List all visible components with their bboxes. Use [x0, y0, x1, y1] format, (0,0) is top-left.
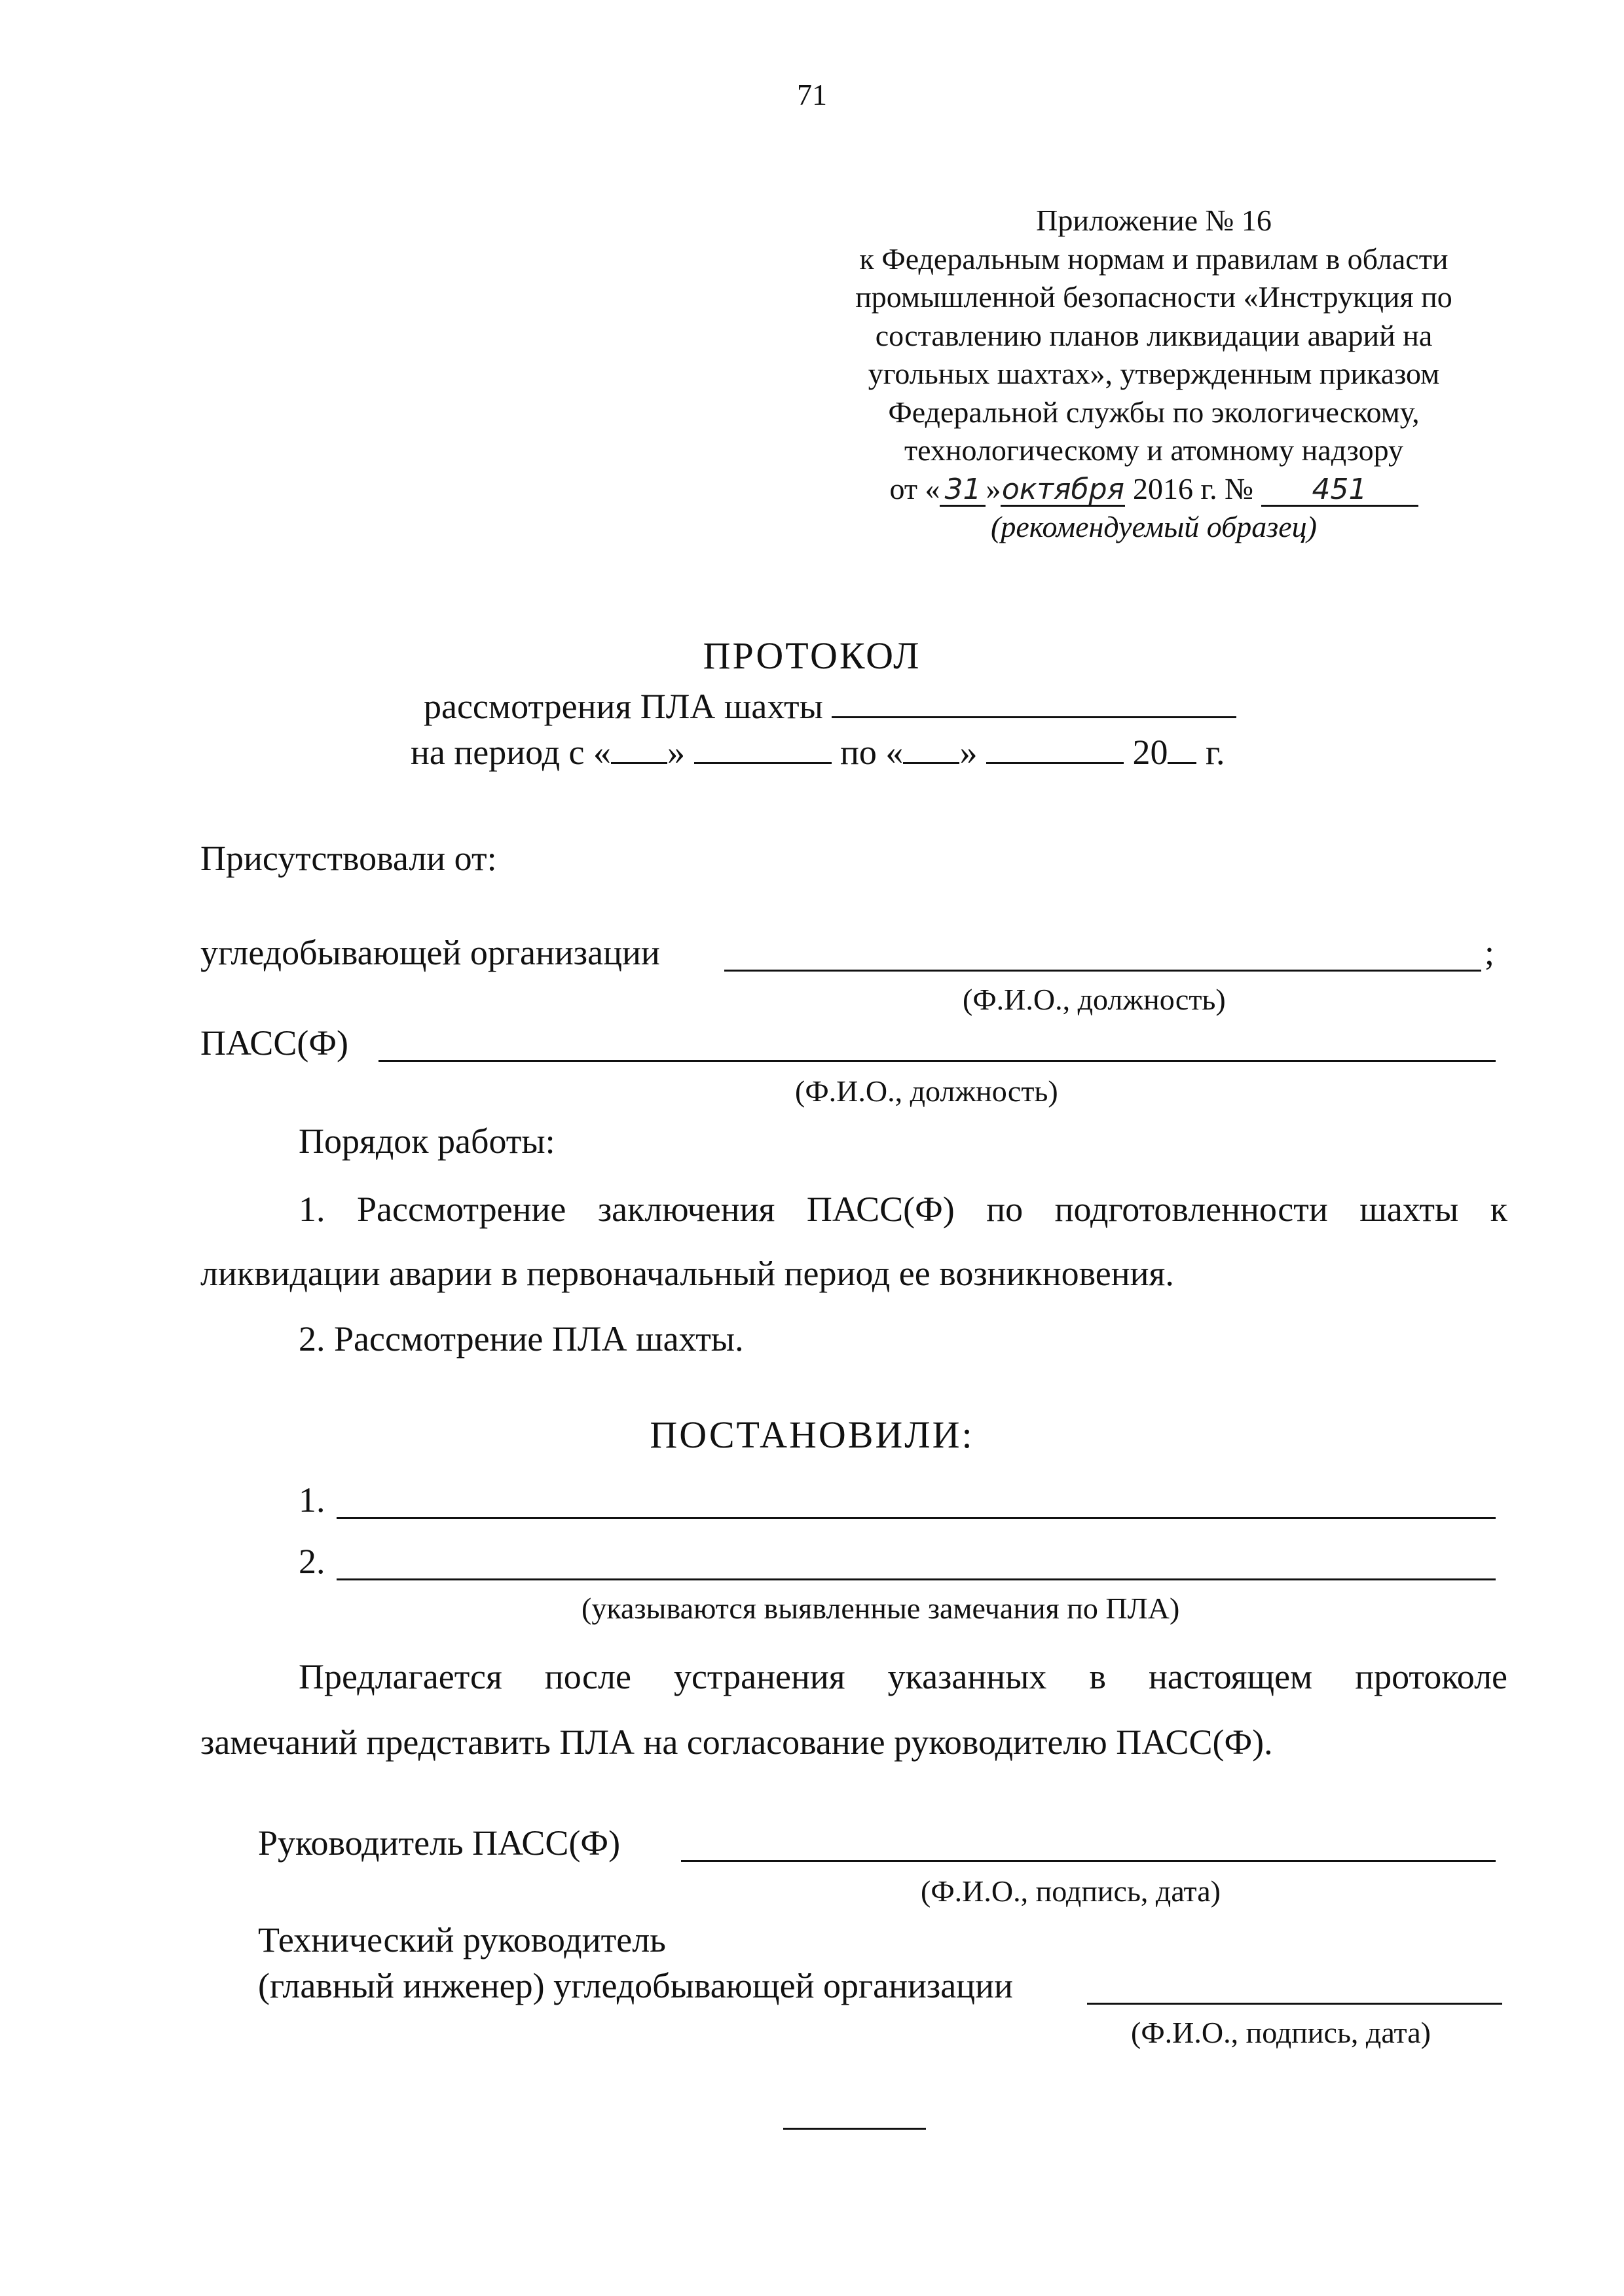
resolved-item-2: 2. — [299, 1542, 325, 1581]
period-from-day-blank — [611, 740, 667, 764]
pass-line — [378, 1060, 1496, 1062]
proposal-line-1: Предлагается после устранения указанных в настоящем протоколе — [299, 1657, 1507, 1696]
period-quote: » — [959, 733, 978, 772]
org-semicolon: ; — [1485, 933, 1495, 972]
protocol-title: ПРОТОКОЛ — [703, 634, 921, 677]
period-to-day-blank — [903, 740, 959, 764]
page-number: 71 — [797, 78, 827, 111]
appendix-block — [812, 202, 1496, 547]
order-date-line — [812, 470, 1496, 509]
pass-caption: (Ф.И.О., должность) — [795, 1074, 1058, 1108]
protocol-subtitle — [424, 686, 1236, 727]
period-to-month-blank — [986, 740, 1124, 764]
protocol-period — [411, 732, 1225, 773]
subtitle-text: рассмотрения ПЛА шахты — [424, 687, 823, 726]
recommended-sample-note: (рекомендуемый образец) — [991, 510, 1317, 543]
org-label: угледобывающей организации — [200, 933, 660, 972]
pass-label: ПАСС(Ф) — [200, 1023, 348, 1063]
date-quote: » — [986, 471, 1001, 505]
mine-name-blank — [832, 694, 1236, 718]
appendix-line: промышленной безопасности «Инструкция по — [855, 280, 1452, 314]
work-order-heading: Порядок работы: — [299, 1121, 555, 1161]
head-label: Руководитель ПАСС(Ф) — [258, 1823, 621, 1863]
date-prefix: от « — [889, 471, 940, 505]
date-year: 2016 г. № — [1132, 471, 1254, 505]
appendix-line: Федеральной службы по экологическому, — [888, 395, 1420, 429]
tech-caption: (Ф.И.О., подпись, дата) — [1131, 2016, 1431, 2049]
appendix-line: технологическому и атомному надзору — [904, 433, 1403, 467]
period-to-label: по « — [840, 733, 904, 772]
handwritten-order-number: 451 — [1261, 475, 1418, 507]
resolved-item-1: 1. — [299, 1480, 325, 1520]
appendix-line: Приложение № 16 — [1036, 204, 1272, 237]
org-caption: (Ф.И.О., должность) — [963, 983, 1226, 1016]
present-heading: Присутствовали от: — [200, 839, 497, 878]
period-from-month-blank — [694, 740, 832, 764]
work-item-1-line-1: 1. Рассмотрение заключения ПАСС(Ф) по подготовленности шахты к — [299, 1190, 1507, 1229]
resolved-heading: ПОСТАНОВИЛИ: — [650, 1413, 974, 1456]
head-caption: (Ф.И.О., подпись, дата) — [921, 1874, 1221, 1908]
resolved-caption: (указываются выявленные замечания по ПЛА) — [581, 1592, 1180, 1625]
work-item-2: 2. Рассмотрение ПЛА шахты. — [299, 1319, 744, 1358]
period-year-blank — [1168, 740, 1196, 764]
resolved-line-1 — [337, 1517, 1496, 1519]
resolved-line-2 — [337, 1578, 1496, 1580]
work-item-1-line-2: ликвидации аварии в первоначальный период ее возникновения. — [200, 1254, 1174, 1293]
tech-signature-line — [1087, 2003, 1502, 2005]
tech-label-line-1: Технический руководитель — [258, 1920, 666, 1959]
appendix-line: к Федеральным нормам и правилам в области — [859, 242, 1449, 276]
proposal-line-2: замечаний представить ПЛА на согласование руководителю ПАСС(Ф). — [200, 1722, 1273, 1762]
period-from-label: на период с « — [411, 733, 612, 772]
appendix-line: составлению планов ликвидации аварий на — [875, 318, 1433, 352]
period-year: 20 — [1132, 733, 1168, 772]
appendix-line: угольных шахтах», утвержденным приказом — [868, 357, 1440, 390]
head-signature-line — [681, 1860, 1496, 1862]
handwritten-month: октября — [1001, 472, 1125, 506]
org-line — [724, 970, 1481, 972]
tech-label-line-2: (главный инженер) угледобывающей организации — [258, 1966, 1013, 2005]
handwritten-day: 31 — [940, 475, 986, 507]
period-quote: » — [667, 733, 686, 772]
period-year-suffix: г. — [1205, 733, 1225, 772]
closing-separator — [783, 2128, 926, 2130]
